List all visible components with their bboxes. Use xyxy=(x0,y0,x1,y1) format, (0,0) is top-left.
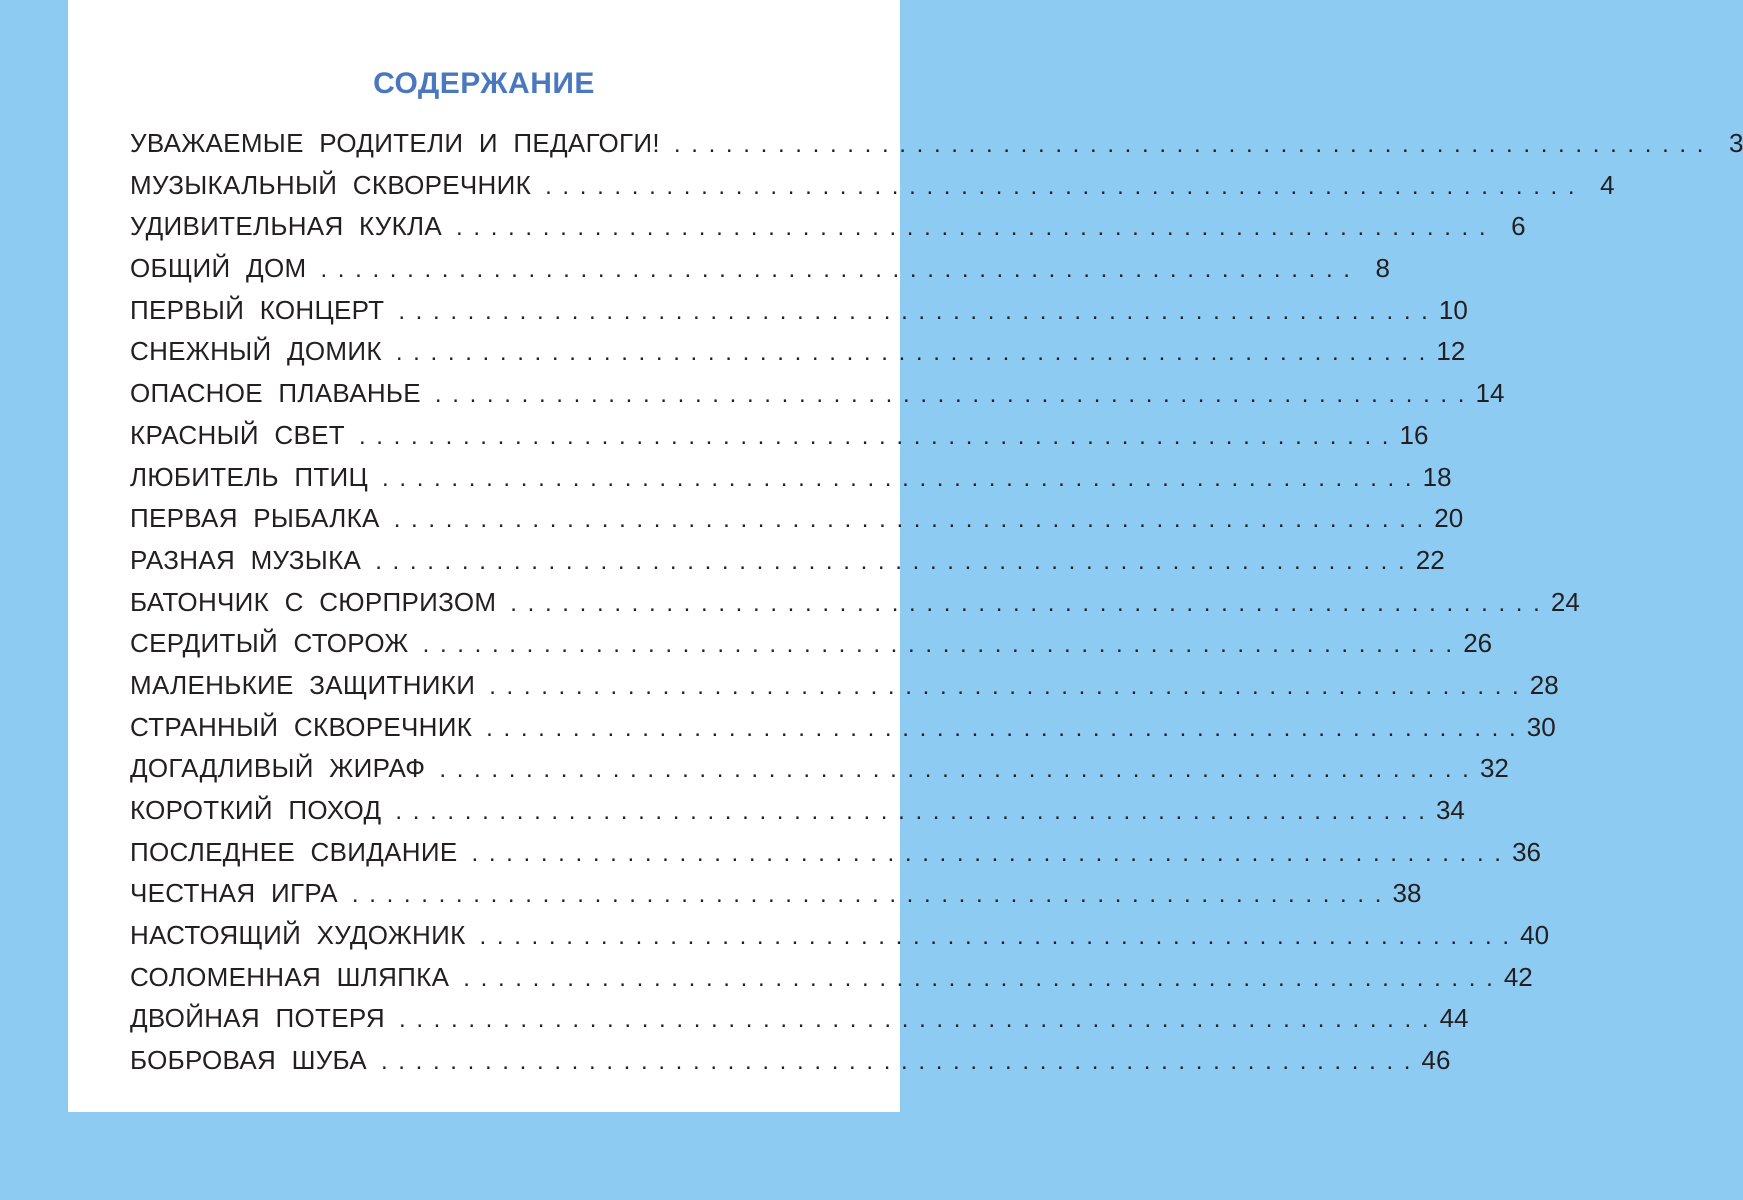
toc-entry-page-number: 30 xyxy=(1526,711,1556,742)
toc-entry-page-number: 28 xyxy=(1529,669,1559,700)
page-title: СОДЕРЖАНИЕ xyxy=(373,67,595,100)
toc-entry[interactable] xyxy=(130,1003,1469,1045)
toc-entry-title: СНЕЖНЫЙ ДОМИК xyxy=(130,336,382,367)
toc-dot-leader xyxy=(486,715,1518,743)
toc-entry-page-number: 40 xyxy=(1520,920,1550,951)
toc-entry-title: БАТОНЧИК С СЮРПРИЗОМ xyxy=(130,586,497,617)
toc-entry[interactable] xyxy=(130,128,1743,170)
toc-entry-page-number: 10 xyxy=(1438,294,1468,325)
toc-dot-leader xyxy=(395,798,1427,826)
table-of-contents xyxy=(130,128,1743,1087)
toc-entry[interactable] xyxy=(130,711,1556,754)
toc-entry[interactable] xyxy=(130,753,1509,795)
toc-dot-leader xyxy=(423,631,1455,659)
toc-dot-leader xyxy=(489,673,1521,701)
toc-entry[interactable] xyxy=(130,503,1464,545)
toc-entry[interactable] xyxy=(130,795,1465,837)
toc-entry-title: КРАСНЫЙ СВЕТ xyxy=(130,419,345,450)
toc-entry-title: ЛЮБИТЕЛЬ ПТИЦ xyxy=(130,461,369,492)
toc-dot-leader xyxy=(382,465,1414,493)
toc-entry-page-number: 12 xyxy=(1436,336,1466,367)
toc-entry[interactable] xyxy=(130,836,1541,879)
toc-entry[interactable] xyxy=(130,878,1422,920)
toc-entry-page-number: 44 xyxy=(1439,1003,1469,1034)
toc-entry-page-number: 3 xyxy=(1728,128,1743,158)
toc-entry-page-number: 16 xyxy=(1399,419,1429,450)
toc-dot-leader xyxy=(471,840,1503,868)
toc-entry-title: НАСТОЯЩИЙ ХУДОЖНИК xyxy=(130,920,466,951)
toc-dot-leader xyxy=(463,965,1495,993)
toc-entry[interactable] xyxy=(130,253,1390,295)
toc-entry-title: ОПАСНОЕ ПЛАВАНЬЕ xyxy=(130,378,421,409)
toc-dot-leader xyxy=(375,548,1407,576)
toc-entry-title: ПЕРВЫЙ КОНЦЕРТ xyxy=(130,294,385,325)
toc-entry-title: СОЛОМЕННАЯ ШЛЯПКА xyxy=(130,961,450,992)
toc-entry[interactable] xyxy=(130,920,1550,962)
toc-entry[interactable] xyxy=(130,211,1526,253)
toc-entry[interactable] xyxy=(130,544,1445,587)
toc-entry-title: КОРОТКИЙ ПОХОД xyxy=(130,795,382,825)
toc-dot-leader xyxy=(320,256,1352,284)
toc-dot-leader xyxy=(545,173,1577,201)
toc-entry-page-number: 18 xyxy=(1422,461,1452,492)
toc-entry-page-number: 14 xyxy=(1475,378,1505,409)
toc-dot-leader xyxy=(381,1048,1413,1076)
toc-entry-page-number: 8 xyxy=(1375,253,1390,284)
toc-entry[interactable] xyxy=(130,294,1468,337)
toc-entry[interactable] xyxy=(130,419,1429,462)
toc-entry-page-number: 22 xyxy=(1415,544,1445,575)
toc-entry-page-number: 24 xyxy=(1550,586,1580,617)
toc-dot-leader xyxy=(435,381,1467,409)
toc-entry-page-number: 34 xyxy=(1435,795,1465,825)
toc-entry[interactable] xyxy=(130,586,1580,629)
toc-entry-page-number: 26 xyxy=(1463,628,1493,659)
toc-entry-title: ПЕРВАЯ РЫБАЛКА xyxy=(130,503,380,534)
toc-entry-title: УВАЖАЕМЫЕ РОДИТЕЛИ И ПЕДАГОГИ! xyxy=(130,128,660,158)
document-page xyxy=(68,0,1743,1112)
toc-dot-leader xyxy=(456,214,1488,242)
toc-dot-leader xyxy=(394,506,1426,534)
toc-dot-leader xyxy=(359,423,1391,451)
toc-entry-title: ЧЕСТНАЯ ИГРА xyxy=(130,878,338,909)
toc-dot-leader xyxy=(510,590,1542,618)
toc-entry-title: МАЛЕНЬКИЕ ЗАЩИТНИКИ xyxy=(130,669,476,700)
toc-entry[interactable] xyxy=(130,669,1559,712)
toc-entry-title: ДОГАДЛИВЫЙ ЖИРАФ xyxy=(130,753,426,784)
toc-entry-title: ДВОЙНАЯ ПОТЕРЯ xyxy=(130,1003,385,1034)
toc-dot-leader xyxy=(439,756,1471,784)
toc-entry[interactable] xyxy=(130,169,1615,212)
toc-entry[interactable] xyxy=(130,461,1452,504)
toc-dot-leader xyxy=(674,131,1706,159)
toc-entry-page-number: 38 xyxy=(1392,878,1422,909)
toc-entry-title: РАЗНАЯ МУЗЫКА xyxy=(130,544,362,575)
toc-entry-title: СЕРДИТЫЙ СТОРОЖ xyxy=(130,628,409,659)
toc-dot-leader xyxy=(399,1006,1431,1034)
toc-entry-page-number: 4 xyxy=(1600,169,1615,200)
toc-entry-page-number: 6 xyxy=(1511,211,1526,242)
toc-entry[interactable] xyxy=(130,1045,1451,1087)
toc-entry-page-number: 32 xyxy=(1479,753,1509,784)
toc-dot-leader xyxy=(398,298,1430,326)
toc-entry-title: ПОСЛЕДНЕЕ СВИДАНИЕ xyxy=(130,836,458,867)
toc-entry[interactable] xyxy=(130,336,1466,378)
toc-entry-title: МУЗЫКАЛЬНЫЙ СКВОРЕЧНИК xyxy=(130,169,532,200)
toc-entry-page-number: 42 xyxy=(1503,961,1533,992)
toc-entry-page-number: 20 xyxy=(1434,503,1464,534)
toc-dot-leader xyxy=(396,339,1428,367)
toc-entry[interactable] xyxy=(130,628,1493,670)
toc-entry-title: СТРАННЫЙ СКВОРЕЧНИК xyxy=(130,711,473,742)
toc-entry-title: УДИВИТЕЛЬНАЯ КУКЛА xyxy=(130,211,443,242)
toc-entry-page-number: 46 xyxy=(1421,1045,1451,1076)
toc-entry[interactable] xyxy=(130,961,1533,1004)
toc-entry-title: ОБЩИЙ ДОМ xyxy=(130,253,307,284)
toc-dot-leader xyxy=(352,881,1384,909)
toc-entry[interactable] xyxy=(130,378,1505,420)
toc-entry-title: БОБРОВАЯ ШУБА xyxy=(130,1045,367,1076)
toc-entry-page-number: 36 xyxy=(1512,836,1541,867)
toc-dot-leader xyxy=(480,923,1512,951)
